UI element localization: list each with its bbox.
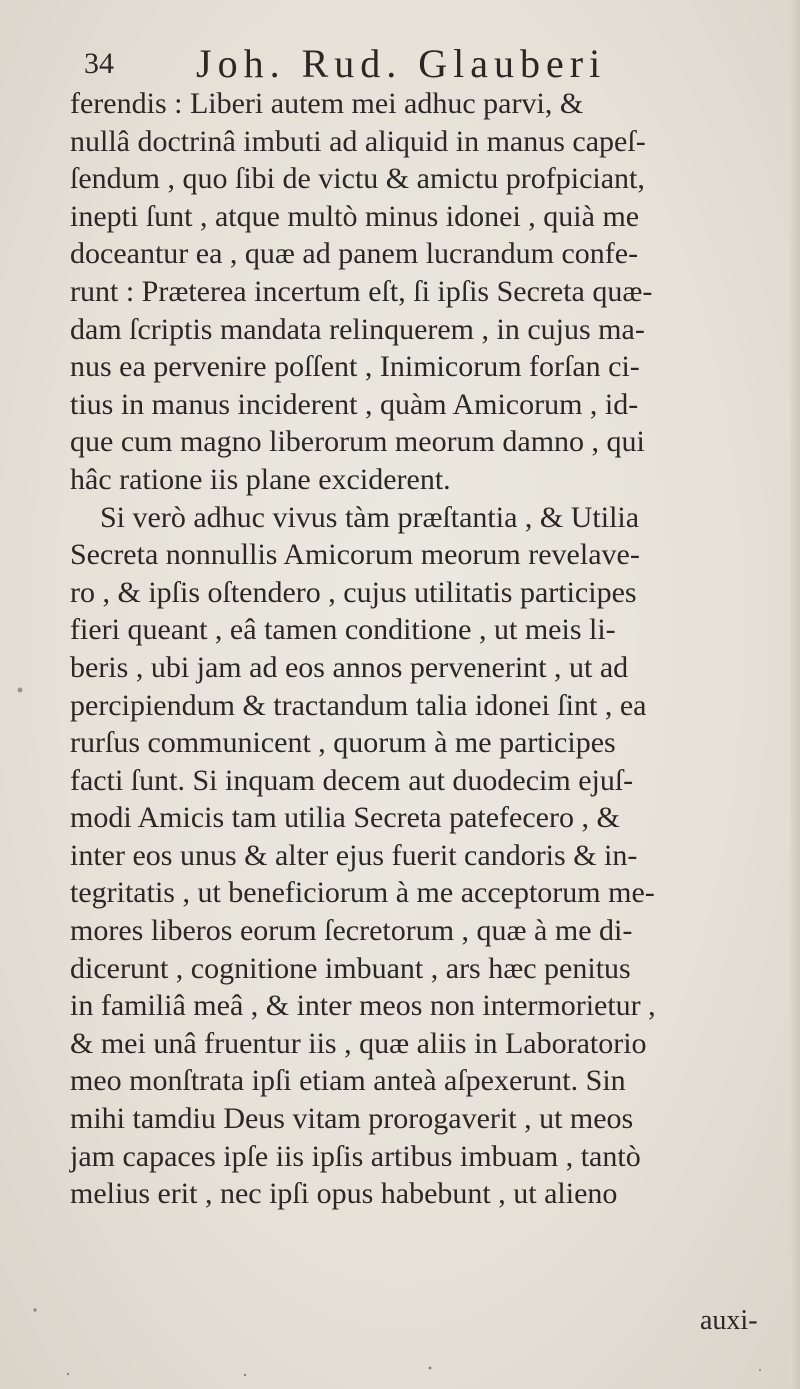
text-line: tius in manus inciderent , quàm Amicorum , id- — [70, 387, 639, 421]
text-line: & mei unâ fruentur iis , quæ aliis in Laboratorio — [70, 1026, 647, 1060]
text-line: inepti ſunt , atque multò minus idonei , quià me — [70, 199, 640, 233]
text-line: meo monſtrata ipſi etiam anteà aſpexerunt. Sin — [70, 1064, 626, 1098]
running-head: Joh. Rud. Glauberi — [196, 41, 607, 86]
text-line: mihi tamdiu Deus vitam prorogaverit , ut meos — [70, 1102, 634, 1136]
text-line: tegritatis , ut beneficiorum à me acceptorum me- — [70, 876, 655, 910]
text-line: ferendis : Liberi autem mei adhuc parvi, & — [70, 87, 584, 120]
text-line: ro , & ipſis oſtendero , cujus utilitatis participes — [70, 575, 637, 609]
body-text — [70, 85, 790, 1213]
text-line: facti ſunt. Si inquam decem aut duodecim ejuſ- — [70, 763, 634, 797]
text-line: fieri queant , eâ tamen conditione , ut meis li- — [70, 613, 616, 647]
text-line: Si verò adhuc vivus tàm præſtantia , & Utilia — [100, 500, 640, 534]
text-line: dicerunt , cognitione imbuant , ars hæc penitus — [70, 951, 631, 985]
page-number: 34 — [84, 47, 114, 80]
text-line: que cum magno liberorum meorum damno , qui — [70, 425, 645, 459]
text-line: melius erit , nec ipſi opus habebunt , ut alieno — [70, 1177, 618, 1211]
text-line: in familiâ meâ , & inter meos non intermorietur , — [70, 989, 656, 1023]
text-line: modi Amicis tam utilia Secreta patefecero , & — [70, 801, 620, 835]
text-line: rurſus communicent , quorum à me participes — [70, 726, 616, 760]
text-line: runt : Præterea incertum eſt, ſi ipſis Secreta quæ- — [70, 274, 653, 308]
page-header — [84, 38, 784, 90]
page-edge — [790, 0, 800, 1389]
text-line: nus ea pervenire poſſent , Inimicorum forſan ci- — [70, 350, 640, 384]
text-line: nullâ doctrinâ imbuti ad aliquid in manus capeſ- — [70, 124, 646, 158]
text-line: hâc ratione iis plane exciderent. — [70, 462, 451, 496]
text-line: ſendum , quo ſibi de victu & amictu profpiciant, — [70, 162, 645, 196]
text-line: Secreta nonnullis Amicorum meorum revelave- — [70, 538, 640, 572]
text-line: percipiendum & tractandum talia idonei ſint , ea — [70, 688, 647, 722]
text-line: dam ſcriptis mandata relinquerem , in cujus ma- — [70, 312, 645, 346]
text-line: jam capaces ipſe iis ipſis artibus imbuam , tantò — [70, 1139, 641, 1173]
text-line: mores liberos eorum ſecretorum , quæ à me di- — [70, 914, 633, 948]
text-line: beris , ubi jam ad eos annos pervenerint , ut ad — [70, 650, 629, 684]
text-line: doceantur ea , quæ ad panem lucrandum confe- — [70, 237, 639, 271]
text-line: inter eos unus & alter ejus fuerit candoris & in- — [70, 838, 638, 872]
catchword: auxi- — [700, 1305, 758, 1336]
